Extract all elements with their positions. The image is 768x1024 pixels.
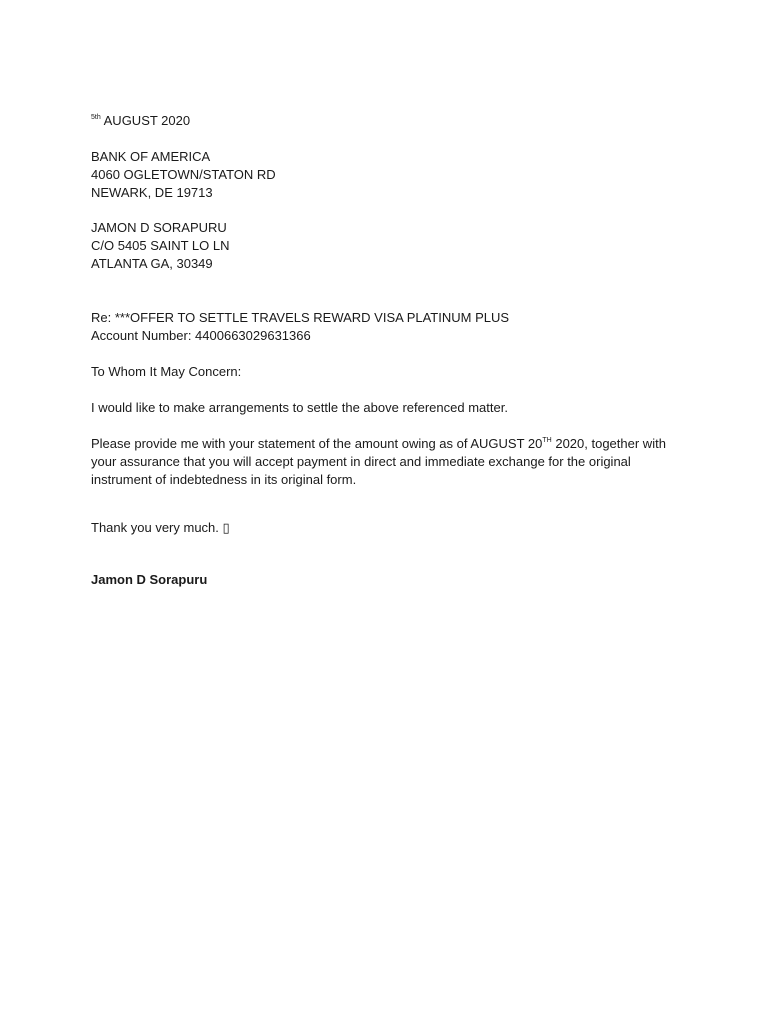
sender-name: JAMON D SORAPURU [91, 220, 227, 235]
account-number-line: Account Number: 4400663029631366 [91, 328, 311, 343]
signature-name: Jamon D Sorapuru [91, 572, 208, 587]
subject-line: Re: ***OFFER TO SETTLE TRAVELS REWARD VISA PLATINUM PLUS [91, 310, 510, 325]
body-paragraph-1: I would like to make arrangements to settle the above referenced matter. [91, 400, 508, 415]
date-day-superscript: 5th [91, 113, 101, 121]
recipient-address-line-2: NEWARK, DE 19713 [91, 185, 213, 200]
sender-address-line-1: C/O 5405 SAINT LO LN [91, 238, 230, 253]
letter-date [91, 112, 708, 130]
sender-address-block [91, 219, 708, 273]
recipient-address-line-1: 4060 OGLETOWN/STATON RD [91, 167, 276, 182]
paragraph-2-superscript: TH [542, 436, 552, 444]
salutation: To Whom It May Concern: [91, 364, 242, 379]
recipient-name: BANK OF AMERICA [91, 149, 211, 164]
date-month-year: AUGUST 2020 [100, 113, 191, 128]
recipient-address-block [91, 148, 708, 202]
paragraph-2-part-2: 2020, together with your assurance that you will accept payment in direct and immediate exchange for the original instrument of indebtedness in its original form. [91, 436, 666, 487]
closing-line: Thank you very much. ▯ [91, 520, 230, 535]
sender-address-line-2: ATLANTA GA, 30349 [91, 256, 213, 271]
body-paragraph-2 [91, 435, 691, 489]
paragraph-2-part-1: Please provide me with your statement of the amount owing as of AUGUST 20 [91, 436, 543, 451]
subject-block [91, 309, 708, 345]
